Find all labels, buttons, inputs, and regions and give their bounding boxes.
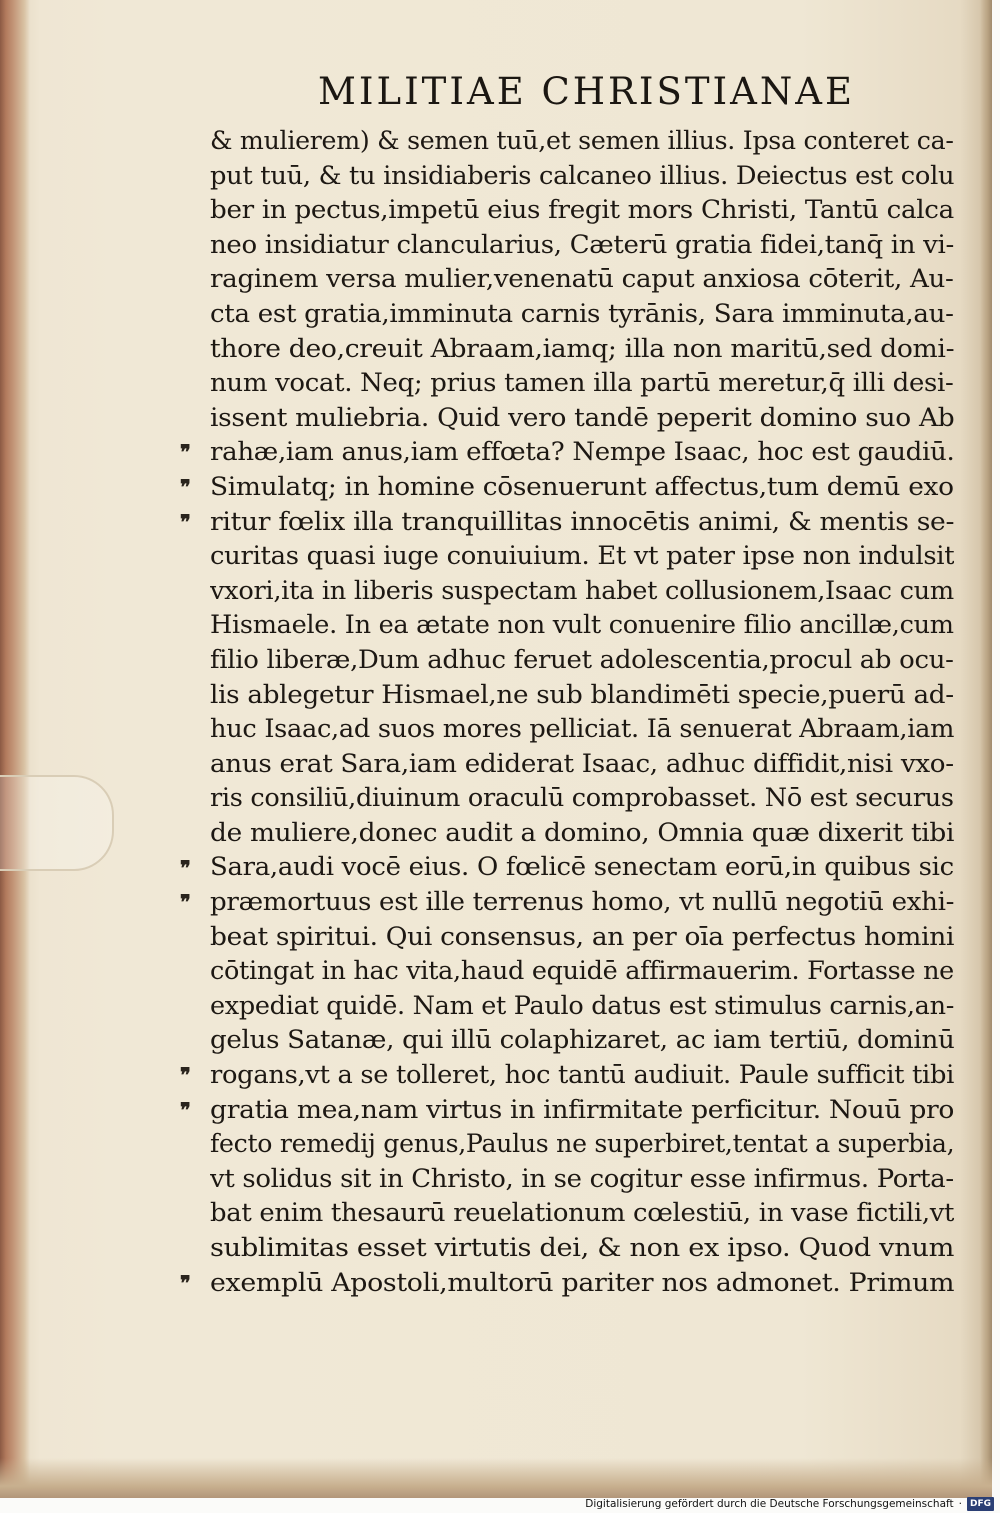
footer-separator: · bbox=[958, 1498, 962, 1510]
text-line: gelus Satanæ, qui illū colaphizaret, ac iam tertiū, dominū bbox=[210, 1025, 954, 1056]
text-line: ris consiliū,diuinum oraculū comprobasset. Nō est securus bbox=[210, 783, 954, 814]
page-bottom-shadow bbox=[0, 1458, 992, 1498]
quotation-mark: ❞ bbox=[180, 855, 191, 880]
text-line: vt solidus sit in Christo, in se cogitur esse infirmus. Porta- bbox=[210, 1163, 954, 1194]
text-line: lis ablegetur Hismael,ne sub blandimēti specie,puerū ad- bbox=[210, 679, 954, 710]
text-line: rogans,vt a se tolleret, hoc tantū audiuit. Paule sufficit tibi bbox=[210, 1060, 954, 1091]
quotation-mark: ❞ bbox=[180, 440, 191, 465]
quotation-mark: ❞ bbox=[180, 509, 191, 534]
text-line: curitas quasi iuge conuiuium. Et vt pater ipse non indulsit bbox=[210, 541, 954, 572]
running-head: MILITIAE CHRISTIANAE bbox=[318, 70, 855, 113]
margin-tab-mark bbox=[0, 775, 114, 871]
text-line: bat enim thesaurū reuelationum cœlestiū, in vase fictili,vt bbox=[210, 1198, 954, 1229]
text-line: rahæ,iam anus,iam effœta? Nempe Isaac, hoc est gaudiū. bbox=[210, 437, 954, 468]
digitization-footer bbox=[585, 1496, 994, 1512]
page-edge bbox=[980, 0, 992, 1490]
text-line: exemplū Apostoli,multorū pariter nos admonet. Primum bbox=[210, 1267, 954, 1298]
text-line: Hismaele. In ea ætate non vult conuenire filio ancillæ,cum bbox=[210, 610, 954, 641]
text-line: huc Isaac,ad suos mores pelliciat. Iā senuerat Abraam,iam bbox=[210, 714, 954, 745]
text-line: neo insidiatur clancularius, Cæterū gratia fidei,tanq̄ in vi- bbox=[210, 229, 954, 260]
quotation-mark: ❞ bbox=[180, 1097, 191, 1122]
text-line: sublimitas esset virtutis dei, & non ex ipso. Quod vnum bbox=[210, 1233, 954, 1263]
quotation-mark: ❞ bbox=[180, 1270, 191, 1295]
text-line: expediat quidē. Nam et Paulo datus est stimulus carnis,an- bbox=[210, 990, 954, 1021]
text-line: beat spiritui. Qui consensus, an per oīa perfectus homini bbox=[210, 921, 954, 952]
quotation-mark: ❞ bbox=[180, 1063, 191, 1088]
text-line: fecto remedij genus,Paulus ne superbiret,tentat a superbia, bbox=[210, 1129, 954, 1160]
quotation-mark: ❞ bbox=[180, 475, 191, 499]
dfg-logo: DFG bbox=[967, 1497, 994, 1511]
text-line: præmortuus est ille terrenus homo, vt nullū negotiū exhi- bbox=[210, 887, 954, 918]
quotation-mark: ❞ bbox=[180, 890, 191, 915]
text-line: cta est gratia,imminuta carnis tyrānis, Sara imminuta,au- bbox=[210, 298, 954, 329]
text-line: cōtingat in hac vita,haud equidē affirmauerim. Fortasse ne bbox=[210, 956, 954, 987]
text-line: thore deo,creuit Abraam,iamq; illa non maritū,sed domi- bbox=[210, 333, 955, 364]
text-line: filio liberæ,Dum adhuc feruet adolescentia,procul ab ocu- bbox=[210, 644, 954, 675]
text-line: put tuū, & tu insidiaberis calcaneo illius. Deiectus est colu bbox=[210, 160, 954, 191]
text-line: Simulatq; in homine cōsenuerunt affectus,tum demū exo bbox=[210, 471, 954, 502]
text-line: & mulierem) & semen tuū,et semen illius. Ipsa conteret ca- bbox=[210, 126, 954, 156]
text-line: num vocat. Neq; prius tamen illa partū meretur,q̄ illi desi- bbox=[210, 368, 954, 399]
text-line: raginem versa mulier,venenatū caput anxiosa cōterit, Au- bbox=[210, 264, 954, 295]
text-line: ritur fœlix illa tranquillitas innocētis animi, & mentis se- bbox=[210, 506, 954, 537]
text-line: ber in pectus,impetū eius fregit mors Christi, Tantū calca bbox=[210, 195, 954, 226]
footer-credit: Digitalisierung gefördert durch die Deutsche Forschungsgemeinschaft bbox=[585, 1498, 954, 1510]
text-line: de muliere,donec audit a domino, Omnia quæ dixerit tibi bbox=[210, 817, 954, 848]
binding-gutter bbox=[0, 0, 30, 1490]
text-line: anus erat Sara,iam ediderat Isaac, adhuc diffidit,nisi vxo- bbox=[210, 748, 954, 779]
text-line: vxori,ita in liberis suspectam habet collusionem,Isaac cum bbox=[210, 575, 954, 606]
text-line: issent muliebria. Quid vero tandē peperit domino suo Ab bbox=[210, 402, 954, 433]
text-block bbox=[210, 124, 954, 1300]
text-line: Sara,audi vocē eius. O fœlicē senectam eorū,in quibus sic bbox=[210, 852, 954, 883]
text-line: gratia mea,nam virtus in infirmitate perficitur. Nouū pro bbox=[210, 1094, 955, 1125]
